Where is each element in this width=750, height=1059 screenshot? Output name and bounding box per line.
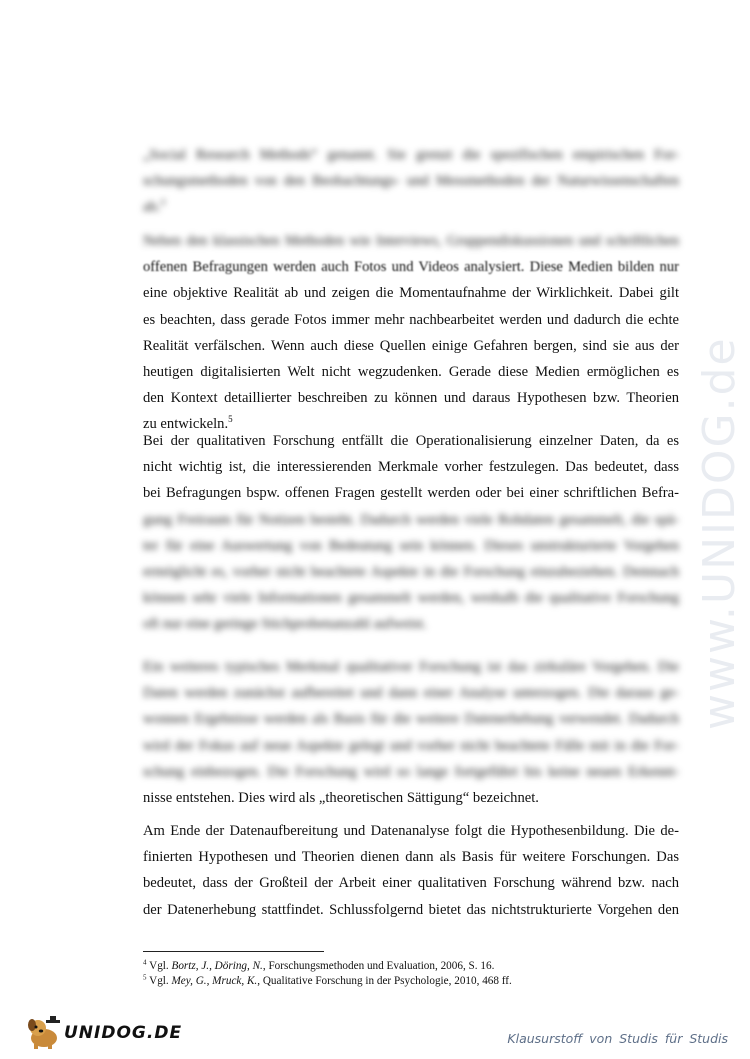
text-line: heutigen digitalisierten Welt nicht wegzudenken. Gerade diese Medien ermöglichen es [143,364,679,381]
text-line: ermöglicht es, vorher nicht beachtete Aspekte in die Forschung einzubeziehen. Demnach [143,564,679,581]
text-line: bei Befragungen bspw. offenen Fragen gestellt werden oder bei einer schriftlichen Befra- [143,485,679,502]
footnote-divider [143,951,324,952]
dog-icon [24,1016,64,1050]
text-line: schung einbezogen. Die Forschung wird so lange fortgeführt bis keine neuen Erkennt- [143,763,679,780]
paragraph-4 [143,654,679,811]
text-line: oft nur eine geringe Stichprobenanzahl aufweist. [143,616,427,633]
text-line: schungsmethoden von den Beobachtungs- und Messmethoden der Naturwissenschaften [143,173,679,190]
paragraph-3 [143,428,679,638]
text-line: eine objektive Realität ab und zeigen die Momentaufnahme der Wirklichkeit. Dabei gilt [143,285,679,302]
text-line: Realität verfälschen. Wenn auch diese Quellen einige Gefahren bergen, sind sie aus der [143,337,679,354]
text-line: wonnen Ergebnisse werden als Basis für die weitere Datenerhebung verwendet. Dadurch [143,711,679,728]
text-line: Am Ende der Datenaufbereitung und Datenanalyse folgt die Hypothesenbildung. Die de- [143,823,679,839]
text-line: Daten werden zunächst aufbereitet und dann einer Analyse unterzogen. Die daraus ge- [143,685,679,702]
text-line: wird der Fokus auf neue Aspekte gelegt und vorher nicht beachtete Fälle mit in die For- [143,737,679,754]
text-line: den Kontext detaillierter beschreiben zu können und daraus Hypothesen bzw. Theorien [143,390,679,407]
text-line: gung Freiraum für Notizen besteht. Dadurch werden viele Rohdaten gesammelt, die spä- [143,511,679,528]
text-line: nicht wichtig ist, die interessierenden Merkmale vorher festzulegen. Das bedeutet, dass [143,459,679,476]
footnote-item: $^4$ Vgl. Bortz, J., Döring, N., Forschungsmethoden und Evaluation, 2006, S. 16. [143,958,495,972]
watermark-text: www.UNIDOG.de [694,336,745,730]
text-line: es beachten, dass gerade Fotos immer mehr nachbearbeitet werden und dadurch die echte [143,311,679,328]
footnotes [143,959,679,989]
unidog-logo [24,1016,183,1050]
text-line: zu entwickeln.$^5$ [143,414,233,433]
text-line: ab.$^4$ [143,197,165,216]
text-line: ter für eine Auswertung von Bedeutung sein können. Dieses unstrukturierte Vorgehen [143,537,679,554]
watermark [676,250,746,730]
paragraph-5 [143,818,679,923]
text-line: Bei der qualitativen Forschung entfällt die Operationalisierung einzelner Daten, da es [143,433,679,449]
text-line: finierten Hypothesen und Theorien dienen dann als Basis für weitere Forschungen. Das [143,849,679,866]
text-line: nisse entstehen. Dies wird als „theoretischen Sättigung“ bezeichnet. [143,790,539,807]
paragraph-1 [143,142,679,221]
text-line: offenen Befragungen werden auch Fotos und Videos analysiert. Diese Medien bilden nur [143,259,679,276]
text-line: Ein weiteres typisches Merkmal qualitativer Forschung ist das zirkuläre Vorgehen. Die [143,659,679,675]
text-line: Neben den klassischen Methoden wie Interviews, Gruppendiskussionen und schriftlichen [143,233,679,249]
paragraph-2 [143,228,679,438]
text-line: bedeutet, dass der Großteil der Arbeit einer qualitativen Forschung während bzw. nach [143,875,679,892]
footnote-item: $^5$ Vgl. Mey, G., Mruck, K., Qualitative Forschung in der Psychologie, 2010, 468 ff. [143,973,512,987]
logo-text: UNIDOG.DE [64,1023,183,1043]
text-line: der Datenerhebung stattfindet. Schlussfolgernd bietet das nichtstrukturierte Vorgehen den [143,901,679,918]
tagline: Klausurstoff von Studis für Studis [507,1031,728,1046]
text-line: können sehr viele Informationen gesammelt werden, weshalb die qualitative Forschung [143,590,679,607]
text-line: „Social Research Methods“ genannt. Sie grenzt die spezifischen empirischen For- [143,147,679,163]
